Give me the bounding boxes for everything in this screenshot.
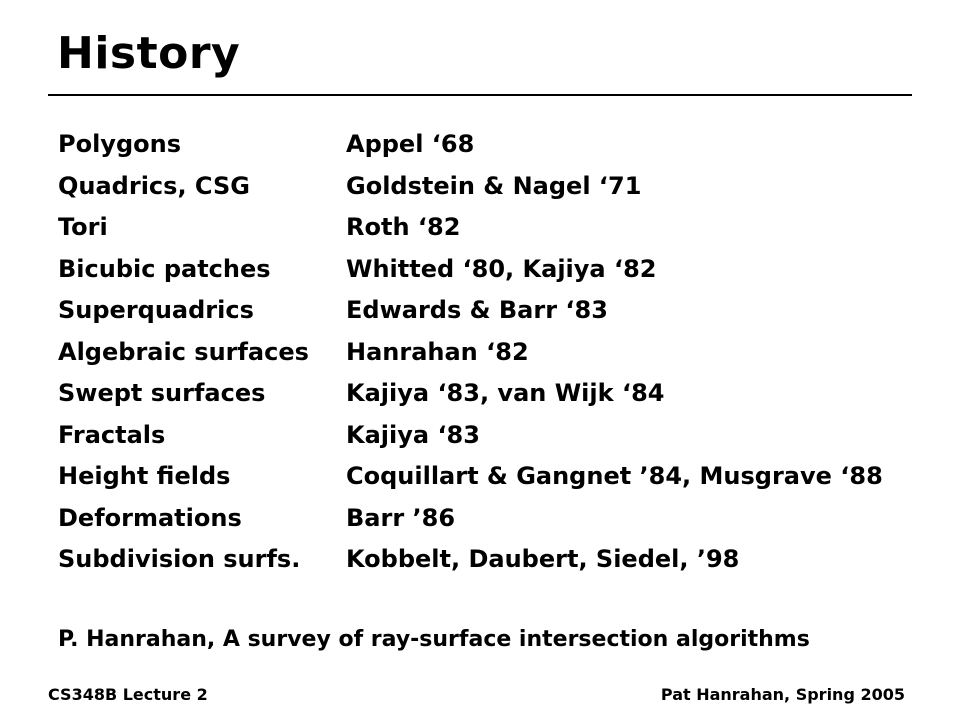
survey-citation: P. Hanrahan, A survey of ray-surface intersection algorithms: [58, 627, 810, 652]
history-row: [58, 415, 938, 457]
row-reference: Hanrahan ‘82: [346, 337, 529, 366]
history-row: [58, 166, 938, 208]
row-reference: Kajiya ‘83: [346, 420, 480, 449]
row-topic: Quadrics, CSG: [58, 171, 250, 200]
row-topic: Swept surfaces: [58, 379, 266, 407]
history-table: [58, 124, 938, 581]
history-row: [58, 373, 938, 415]
row-topic: Bicubic patches: [58, 254, 271, 283]
row-reference: Goldstein & Nagel ‘71: [346, 171, 642, 200]
row-reference: Kobbelt, Daubert, Siedel, ’98: [346, 545, 740, 573]
row-topic: Subdivision surfs.: [58, 545, 301, 573]
history-row: [58, 249, 938, 291]
row-reference: Coquillart & Gangnet ’84, Musgrave ‘88: [346, 462, 883, 490]
history-row: [58, 124, 938, 166]
row-topic: Algebraic surfaces: [58, 337, 309, 366]
row-reference: Roth ‘82: [346, 213, 461, 241]
row-topic: Superquadrics: [58, 296, 254, 324]
row-topic: Height fields: [58, 462, 231, 490]
row-reference: Appel ‘68: [346, 130, 475, 158]
row-reference: Barr ’86: [346, 503, 456, 532]
history-row: [58, 207, 938, 249]
title-divider: [48, 94, 912, 96]
history-row: [58, 456, 938, 498]
history-row: [58, 290, 938, 332]
history-row: [58, 498, 938, 540]
history-row: [58, 332, 938, 374]
row-reference: Kajiya ‘83, van Wijk ‘84: [346, 379, 665, 407]
row-topic: Fractals: [58, 420, 166, 449]
slide-title: History: [57, 28, 241, 79]
row-topic: Polygons: [58, 130, 181, 158]
history-row: [58, 539, 938, 581]
row-reference: Whitted ‘80, Kajiya ‘82: [346, 254, 657, 283]
footer-author-label: Pat Hanrahan, Spring 2005: [660, 685, 905, 704]
row-reference: Edwards & Barr ‘83: [346, 296, 608, 324]
row-topic: Tori: [58, 213, 108, 241]
row-topic: Deformations: [58, 503, 242, 532]
footer-course-label: CS348B Lecture 2: [48, 685, 208, 704]
